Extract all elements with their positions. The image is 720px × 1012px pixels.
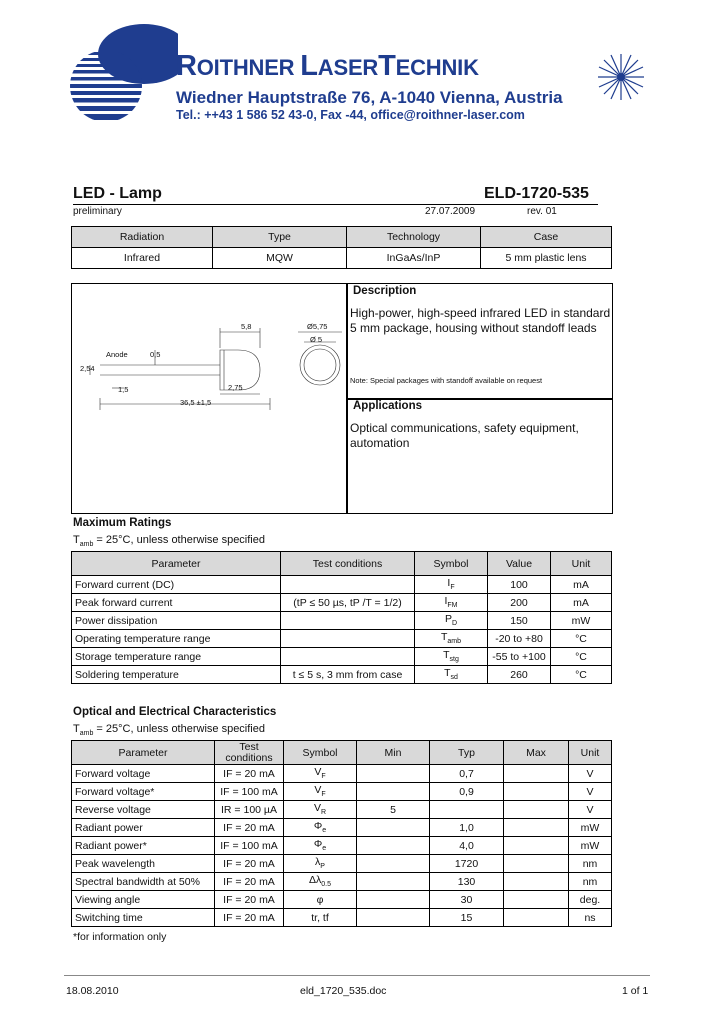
optical-row <box>72 765 612 783</box>
dim-2-75: 2,75 <box>228 383 243 392</box>
min-cell <box>357 873 430 891</box>
symbol: P <box>444 613 452 626</box>
symbol-sub: sd <box>450 674 458 682</box>
symbol-cell <box>284 819 357 837</box>
symbol-sub: e <box>322 827 327 835</box>
symbol-cell <box>284 909 357 927</box>
symbol: Φ <box>313 838 323 851</box>
optical-row <box>72 855 612 873</box>
footer-file: eld_1720_535.doc <box>300 985 387 997</box>
optical-row <box>72 873 612 891</box>
opt-header: Typ <box>430 741 504 765</box>
symbol-cell <box>284 765 357 783</box>
max-ratings-title: Maximum Ratings <box>73 517 172 529</box>
parameter-cell: Operating temperature range <box>72 630 281 648</box>
description-text-2: 5 mm package, housing without standoff leads <box>350 321 597 335</box>
max-cell <box>504 873 569 891</box>
symbol-cell <box>284 783 357 801</box>
symbol: λ <box>315 856 321 869</box>
max-ratings-row <box>72 594 612 612</box>
symbol-sub: stg <box>449 656 459 664</box>
doc-date: 27.07.2009 <box>425 206 476 217</box>
max-header: Parameter <box>72 552 281 576</box>
test-condition-cell <box>281 630 415 648</box>
unit-cell: nm <box>569 873 612 891</box>
max-cell <box>504 909 569 927</box>
symbol: I <box>444 595 448 608</box>
symbol-cell <box>415 612 488 630</box>
parameter-cell: Power dissipation <box>72 612 281 630</box>
parameter-cell: Forward voltage* <box>72 783 215 801</box>
value-cell: -55 to +100 <box>488 648 551 666</box>
typ-cell: 0,9 <box>430 783 504 801</box>
dim-5-8: 5,8 <box>241 322 252 331</box>
applications-text-2: automation <box>350 436 410 450</box>
test-condition-cell <box>281 648 415 666</box>
symbol: T <box>444 667 451 680</box>
product-title: LED - Lamp <box>73 185 162 202</box>
max-header: Unit <box>551 552 612 576</box>
unit-cell: V <box>569 783 612 801</box>
footer-page: 1 of 1 <box>622 985 649 997</box>
symbol-cell <box>284 855 357 873</box>
typ-cell: 1,0 <box>430 819 504 837</box>
unit-cell: mA <box>551 594 612 612</box>
max-cell <box>504 837 569 855</box>
summary-value-row <box>72 248 612 269</box>
typ-cell: 0,7 <box>430 765 504 783</box>
symbol-cell <box>284 837 357 855</box>
max-ratings-condition: $T_{amb} = 25^\circ C$, unless otherwise specified <box>73 534 265 549</box>
max-ratings-row <box>72 666 612 684</box>
summary-value: InGaAs/InP <box>347 248 481 269</box>
min-cell <box>357 837 430 855</box>
description-text-1: High-power, high-speed infrared LED in standard <box>350 306 611 320</box>
company-name: ROITHNER LASERTECHNIK <box>176 50 479 82</box>
unit-cell: nm <box>569 855 612 873</box>
symbol: V <box>314 766 322 779</box>
symbol-sub: F <box>321 791 326 799</box>
summary-table <box>71 226 612 269</box>
unit-cell: mW <box>569 837 612 855</box>
summary-value: 5 mm plastic lens <box>481 248 612 269</box>
symbol-cell <box>415 630 488 648</box>
dim-2-54: 2,54 <box>80 364 95 373</box>
symbol-cell <box>415 666 488 684</box>
test-condition-cell: t ≤ 5 s, 3 mm from case <box>281 666 415 684</box>
optical-row <box>72 819 612 837</box>
footer-rule <box>64 975 650 976</box>
min-cell <box>357 855 430 873</box>
test-condition-cell: IF = 20 mA <box>215 873 284 891</box>
parameter-cell: Radiant power* <box>72 837 215 855</box>
applications-box <box>346 398 613 514</box>
company-contact: Tel.: ++43 1 586 52 43-0, Fax -44, office@roithner-laser.com <box>176 108 525 122</box>
value-cell: 100 <box>488 576 551 594</box>
symbol-sub: D <box>451 620 458 628</box>
test-condition-cell: IF = 100 mA <box>215 783 284 801</box>
parameter-cell: Soldering temperature <box>72 666 281 684</box>
unit-cell: mW <box>569 819 612 837</box>
symbol-cell <box>284 873 357 891</box>
symbol: I <box>447 577 451 590</box>
doc-status: preliminary <box>73 206 122 217</box>
parameter-cell: Spectral bandwidth at 50% <box>72 873 215 891</box>
max-ratings-row <box>72 630 612 648</box>
optical-row <box>72 909 612 927</box>
part-number: ELD-1720-535 <box>484 185 589 202</box>
opt-header: Min <box>357 741 430 765</box>
value-cell: -20 to +80 <box>488 630 551 648</box>
opt-header: Symbol <box>284 741 357 765</box>
max-cell <box>504 855 569 873</box>
optical-title: Optical and Electrical Characteristics <box>73 706 277 718</box>
company-address: Wiedner Hauptstraße 76, A-1040 Vienna, Austria <box>176 88 563 107</box>
max-ratings-row <box>72 648 612 666</box>
symbol: V <box>314 784 322 797</box>
applications-text-1: Optical communications, safety equipment, <box>350 421 579 435</box>
parameter-cell: Peak wavelength <box>72 855 215 873</box>
parameter-cell: Storage temperature range <box>72 648 281 666</box>
applications-title: Applications <box>353 400 423 412</box>
unit-cell: ns <box>569 909 612 927</box>
symbol-cell <box>415 594 488 612</box>
dim-36-5: 36,5 ±1,5 <box>180 398 212 407</box>
test-condition-cell: IF = 20 mA <box>215 855 284 873</box>
max-cell <box>504 801 569 819</box>
min-cell <box>357 765 430 783</box>
summary-header-row <box>72 227 612 248</box>
optical-header-row <box>72 741 612 765</box>
optical-footnote: *for information only <box>73 931 167 943</box>
dim-anode: Anode <box>106 350 128 359</box>
summary-header: Case <box>481 227 612 248</box>
symbol-sub: F <box>321 773 326 781</box>
unit-cell: °C <box>551 630 612 648</box>
test-condition-cell: IR = 100 µA <box>215 801 284 819</box>
max-cell <box>504 891 569 909</box>
summary-value: Infrared <box>72 248 213 269</box>
optical-condition: $T_{amb} = 25^\circ C$, unless otherwise specified <box>73 723 265 738</box>
summary-header: Radiation <box>72 227 213 248</box>
symbol-sub: 0.5 <box>321 881 331 889</box>
max-header: Test conditions <box>281 552 415 576</box>
min-cell <box>357 909 430 927</box>
dim-5: Ø 5 <box>310 335 323 344</box>
unit-cell: °C <box>551 666 612 684</box>
optical-row <box>72 801 612 819</box>
symbol: Φ <box>313 820 323 833</box>
description-note: Note: Special packages with standoff available on request <box>350 376 543 385</box>
summary-value: MQW <box>213 248 347 269</box>
unit-cell: mA <box>551 576 612 594</box>
symbol: φ <box>316 893 324 906</box>
company-logo-globe-icon <box>68 22 178 122</box>
test-condition-cell: IF = 20 mA <box>215 765 284 783</box>
doc-revision: rev. 01 <box>527 206 557 217</box>
symbol-cell <box>415 648 488 666</box>
test-condition-cell: IF = 20 mA <box>215 891 284 909</box>
parameter-cell: Viewing angle <box>72 891 215 909</box>
parameter-cell: Radiant power <box>72 819 215 837</box>
min-cell <box>357 891 430 909</box>
opt-header: Parameter <box>72 741 215 765</box>
optical-row <box>72 783 612 801</box>
symbol-sub: P <box>320 863 325 871</box>
symbol-cell <box>284 801 357 819</box>
typ-cell <box>430 801 504 819</box>
max-header: Symbol <box>415 552 488 576</box>
dim-1-5: 1,5 <box>118 385 129 394</box>
unit-cell: mW <box>551 612 612 630</box>
opt-header: Max <box>504 741 569 765</box>
min-cell: 5 <box>357 801 430 819</box>
symbol: Δλ <box>309 874 322 887</box>
symbol: V <box>313 802 321 815</box>
typ-cell: 15 <box>430 909 504 927</box>
symbol-sub: e <box>322 845 327 853</box>
symbol: T <box>440 631 448 644</box>
max-ratings-table <box>71 551 612 684</box>
test-condition-cell <box>281 576 415 594</box>
opt-header: Test conditions <box>215 741 284 765</box>
symbol: tr, tf <box>311 911 329 924</box>
typ-cell: 1720 <box>430 855 504 873</box>
symbol-sub: R <box>320 809 327 817</box>
symbol-sub: F <box>450 584 455 592</box>
summary-header: Technology <box>347 227 481 248</box>
value-cell: 260 <box>488 666 551 684</box>
max-cell <box>504 819 569 837</box>
title-rule <box>73 204 598 205</box>
laser-star-icon <box>596 52 646 102</box>
typ-cell: 130 <box>430 873 504 891</box>
summary-header: Type <box>213 227 347 248</box>
unit-cell: V <box>569 801 612 819</box>
parameter-cell: Switching time <box>72 909 215 927</box>
value-cell: 200 <box>488 594 551 612</box>
test-condition-cell: IF = 20 mA <box>215 819 284 837</box>
footer-date: 18.08.2010 <box>66 985 119 997</box>
max-ratings-row <box>72 612 612 630</box>
parameter-cell: Reverse voltage <box>72 801 215 819</box>
min-cell <box>357 819 430 837</box>
typ-cell: 30 <box>430 891 504 909</box>
unit-cell: °C <box>551 648 612 666</box>
parameter-cell: Forward current (DC) <box>72 576 281 594</box>
optical-row <box>72 837 612 855</box>
unit-cell: V <box>569 765 612 783</box>
unit-cell: deg. <box>569 891 612 909</box>
dim-5-75: Ø5,75 <box>307 322 328 331</box>
optical-table <box>71 740 612 927</box>
parameter-cell: Forward voltage <box>72 765 215 783</box>
max-cell <box>504 783 569 801</box>
value-cell: 150 <box>488 612 551 630</box>
opt-header: Unit <box>569 741 612 765</box>
min-cell <box>357 783 430 801</box>
test-condition-cell: (tP ≤ 50 µs, tP /T = 1/2) <box>281 594 415 612</box>
symbol: T <box>443 649 450 662</box>
description-title: Description <box>353 285 417 297</box>
max-ratings-row <box>72 576 612 594</box>
symbol-cell <box>415 576 488 594</box>
max-header: Value <box>488 552 551 576</box>
typ-cell: 4,0 <box>430 837 504 855</box>
test-condition-cell: IF = 20 mA <box>215 909 284 927</box>
symbol-cell <box>284 891 357 909</box>
parameter-cell: Peak forward current <box>72 594 281 612</box>
symbol-sub: amb <box>447 638 462 646</box>
max-cell <box>504 765 569 783</box>
test-condition-cell: IF = 100 mA <box>215 837 284 855</box>
max-ratings-header-row <box>72 552 612 576</box>
optical-row <box>72 891 612 909</box>
dim-0-5: 0,5 <box>150 350 161 359</box>
test-condition-cell <box>281 612 415 630</box>
symbol-sub: FM <box>447 602 458 610</box>
